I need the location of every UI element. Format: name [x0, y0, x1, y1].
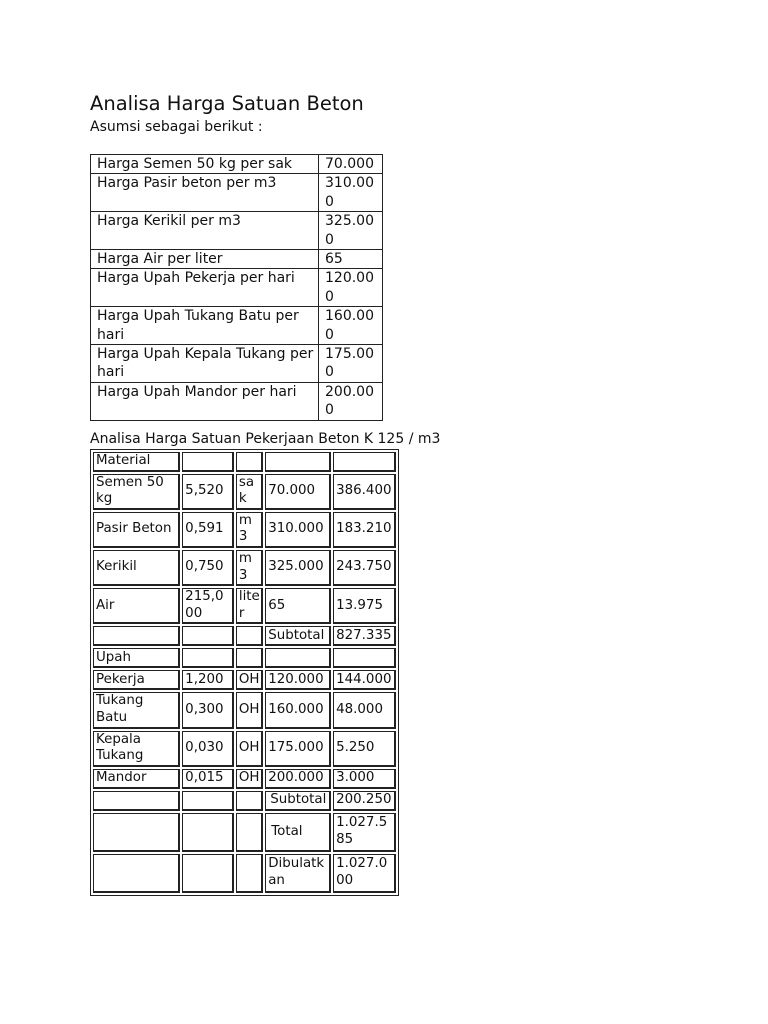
item-amount: 13.975	[333, 588, 396, 624]
rounded-row	[93, 854, 396, 893]
empty-cell	[236, 813, 263, 852]
item-unit-price: 325.000	[265, 550, 331, 586]
item-amount: 183.210	[333, 512, 396, 548]
item-coefficient: 0,750	[182, 550, 234, 586]
empty-cell	[182, 791, 234, 811]
item-unit: m3	[236, 550, 263, 586]
assumption-row	[91, 269, 383, 307]
total-value: 1.027.585	[333, 813, 396, 852]
material-row	[93, 512, 396, 548]
assumption-value: 310.000	[319, 174, 383, 212]
subtotal-label: Subtotal	[265, 791, 331, 811]
item-amount: 144.000	[333, 670, 396, 690]
item-unit-price: 160.000	[265, 692, 331, 728]
item-unit-price: 310.000	[265, 512, 331, 548]
labor-header-row	[93, 648, 396, 668]
item-name: Tukang Batu	[93, 692, 180, 728]
item-unit: OH	[236, 731, 263, 767]
item-unit: sak	[236, 474, 263, 510]
rounded-label: Dibulatkan	[265, 854, 331, 893]
item-unit-price: 65	[265, 588, 331, 624]
labor-subtotal-row	[93, 791, 396, 811]
item-unit-price: 120.000	[265, 670, 331, 690]
item-name: Pekerja	[93, 670, 180, 690]
subtotal-label: Subtotal	[265, 626, 331, 646]
subtotal-value: 200.250	[333, 791, 396, 811]
empty-cell	[182, 648, 234, 668]
analysis-table	[90, 449, 399, 896]
material-header-row	[93, 452, 396, 472]
empty-cell	[182, 813, 234, 852]
item-name: Semen 50 kg	[93, 474, 180, 510]
empty-cell	[236, 791, 263, 811]
item-coefficient: 0,591	[182, 512, 234, 548]
assumption-row	[91, 250, 383, 269]
item-name: Kerikil	[93, 550, 180, 586]
item-unit-price: 175.000	[265, 731, 331, 767]
assumption-label: Harga Air per liter	[91, 250, 319, 269]
assumption-label: Harga Pasir beton per m3	[91, 174, 319, 212]
assumption-value: 160.000	[319, 307, 383, 345]
material-header: Material	[93, 452, 180, 472]
item-coefficient: 0,300	[182, 692, 234, 728]
empty-cell	[265, 648, 331, 668]
material-row	[93, 550, 396, 586]
assumption-row	[91, 345, 383, 383]
empty-cell	[93, 854, 180, 893]
assumption-value: 175.000	[319, 345, 383, 383]
assumption-value: 65	[319, 250, 383, 269]
labor-row	[93, 692, 396, 728]
item-unit-price: 70.000	[265, 474, 331, 510]
empty-cell	[236, 626, 263, 646]
item-name: Kepala Tukang	[93, 731, 180, 767]
total-label: Total	[265, 813, 331, 852]
rounded-value: 1.027.000	[333, 854, 396, 893]
material-row	[93, 588, 396, 624]
item-amount: 3.000	[333, 769, 396, 789]
item-amount: 243.750	[333, 550, 396, 586]
item-coefficient: 0,015	[182, 769, 234, 789]
item-unit-price: 200.000	[265, 769, 331, 789]
page-title: Analisa Harga Satuan Beton	[90, 92, 364, 115]
assumption-value: 200.000	[319, 382, 383, 420]
item-amount: 48.000	[333, 692, 396, 728]
item-amount: 386.400	[333, 474, 396, 510]
empty-cell	[265, 452, 331, 472]
document-page	[90, 92, 440, 896]
empty-cell	[333, 648, 396, 668]
item-unit: liter	[236, 588, 263, 624]
item-name: Pasir Beton	[93, 512, 180, 548]
item-unit: OH	[236, 670, 263, 690]
item-unit: OH	[236, 769, 263, 789]
item-amount: 5.250	[333, 731, 396, 767]
material-row	[93, 474, 396, 510]
empty-cell	[236, 648, 263, 668]
assumption-row	[91, 307, 383, 345]
labor-row	[93, 769, 396, 789]
assumption-row	[91, 382, 383, 420]
assumption-label: Harga Upah Pekerja per hari	[91, 269, 319, 307]
total-row	[93, 813, 396, 852]
assumption-value: 325.000	[319, 212, 383, 250]
assumption-table	[90, 154, 383, 421]
assumption-label: Harga Kerikil per m3	[91, 212, 319, 250]
assumption-row	[91, 174, 383, 212]
empty-cell	[236, 854, 263, 893]
item-name: Mandor	[93, 769, 180, 789]
empty-cell	[236, 452, 263, 472]
empty-cell	[93, 813, 180, 852]
labor-row	[93, 731, 396, 767]
item-unit: OH	[236, 692, 263, 728]
assumption-row	[91, 212, 383, 250]
empty-cell	[93, 626, 180, 646]
item-coefficient: 5,520	[182, 474, 234, 510]
empty-cell	[182, 626, 234, 646]
analysis-title: Analisa Harga Satuan Pekerjaan Beton K 125 / m3	[90, 430, 441, 447]
material-subtotal-row	[93, 626, 396, 646]
assumption-row	[91, 155, 383, 174]
assumption-label: Harga Upah Mandor per hari	[91, 382, 319, 420]
empty-cell	[93, 791, 180, 811]
labor-header: Upah	[93, 648, 180, 668]
assumption-value: 70.000	[319, 155, 383, 174]
item-coefficient: 0,030	[182, 731, 234, 767]
labor-row	[93, 670, 396, 690]
assumption-label: Harga Semen 50 kg per sak	[91, 155, 319, 174]
assumption-label: Harga Upah Tukang Batu per hari	[91, 307, 319, 345]
assumption-label: Harga Upah Kepala Tukang per hari	[91, 345, 319, 383]
item-coefficient: 215,000	[182, 588, 234, 624]
assumption-intro: Asumsi sebagai berikut :	[90, 119, 263, 135]
assumption-value: 120.000	[319, 269, 383, 307]
item-coefficient: 1,200	[182, 670, 234, 690]
empty-cell	[182, 854, 234, 893]
empty-cell	[182, 452, 234, 472]
empty-cell	[333, 452, 396, 472]
subtotal-value: 827.335	[333, 626, 396, 646]
item-name: Air	[93, 588, 180, 624]
item-unit: m3	[236, 512, 263, 548]
